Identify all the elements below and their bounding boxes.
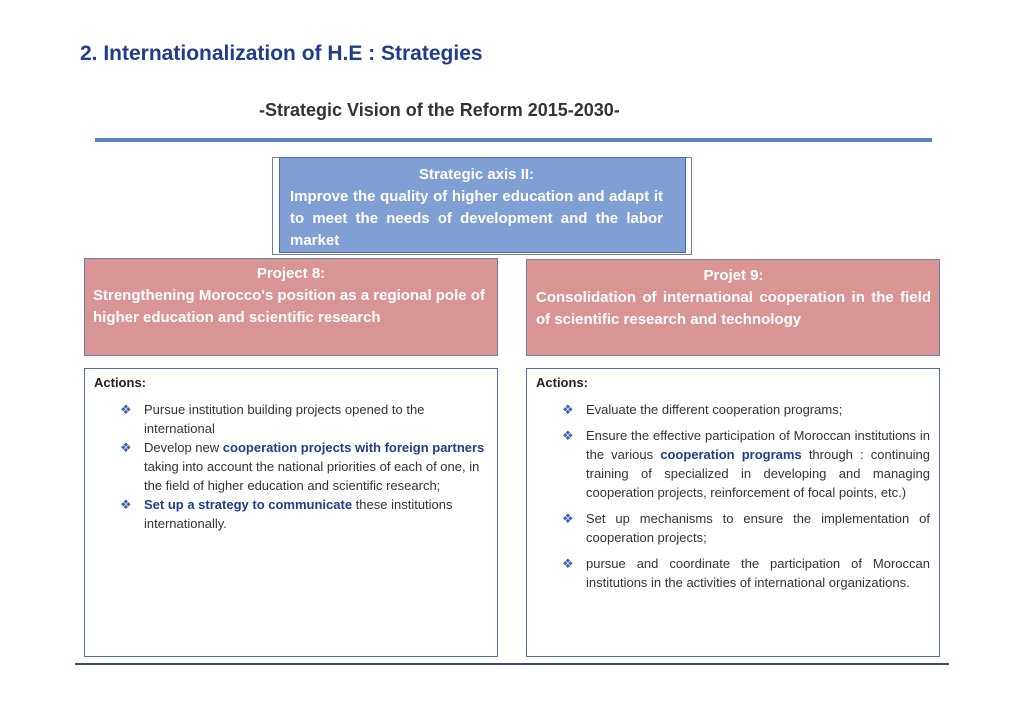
axis-heading: Strategic axis II: <box>418 166 535 183</box>
actions-left-box <box>84 368 498 657</box>
bottom-divider <box>75 663 949 665</box>
diamond-bullet-icon: ❖ <box>120 402 132 417</box>
project-8-text: Strengthening Morocco's position as a regional pole of higher education and scientific research <box>93 287 485 326</box>
actions-right-box <box>526 368 940 657</box>
list-item <box>536 400 930 419</box>
page-title: 2. Internationalization of H.E : Strategies <box>80 42 483 65</box>
action-text: through : continuing training of specialized in developing and managing cooperation projects, reinforcement of focal points, etc.) <box>586 447 931 500</box>
diamond-bullet-icon: ❖ <box>562 428 574 443</box>
top-divider <box>95 138 932 142</box>
project-9-heading: Projet 9: <box>703 267 764 284</box>
list-item <box>94 438 487 495</box>
list-item <box>94 495 487 533</box>
strategic-axis-box <box>279 157 686 253</box>
action-text: Set up mechanisms to ensure the implementation of cooperation projects; <box>586 511 930 545</box>
diamond-bullet-icon: ❖ <box>562 556 574 571</box>
page-subtitle: -Strategic Vision of the Reform 2015-2030- <box>259 100 620 120</box>
actions-right-label: Actions: <box>536 375 588 390</box>
list-item <box>536 426 930 502</box>
action-text: Ensure the effective participation of Moroccan institutions in the various <box>586 428 930 462</box>
actions-right-list <box>536 400 930 592</box>
action-highlight: Set up a strategy to communicate <box>144 497 353 512</box>
axis-text: Improve the quality of higher education and adapt it to meet the needs of development and the labor market <box>290 188 663 249</box>
project-9-box <box>526 259 940 356</box>
action-text: pursue and coordinate the participation of Moroccan institutions in the activities of international organizations. <box>586 556 930 590</box>
actions-left-list <box>94 400 487 533</box>
diamond-bullet-icon: ❖ <box>562 511 574 526</box>
project-8-heading: Project 8: <box>256 265 326 282</box>
project-9-text: Consolidation of international cooperation in the field of scientific research and technology <box>536 289 931 328</box>
list-item <box>94 400 487 438</box>
diamond-bullet-icon: ❖ <box>562 402 574 417</box>
action-highlight: cooperation programs <box>660 447 802 462</box>
diamond-bullet-icon: ❖ <box>120 440 132 455</box>
action-text: taking into account the national priorities of each of one, in the field of higher education and scientific research; <box>144 459 480 493</box>
actions-left-label: Actions: <box>94 375 146 390</box>
action-text: these institutions internationally. <box>144 497 453 531</box>
diamond-bullet-icon: ❖ <box>120 497 132 512</box>
action-highlight: partners <box>432 440 485 455</box>
project-8-box <box>84 258 498 356</box>
action-highlight: cooperation projects with foreign <box>222 440 429 455</box>
list-item <box>536 509 930 547</box>
action-text: Evaluate the different cooperation programs; <box>586 402 843 417</box>
action-text: Pursue institution building projects opened to the international <box>144 402 425 436</box>
action-text: Develop new <box>144 440 223 455</box>
list-item <box>536 554 930 592</box>
